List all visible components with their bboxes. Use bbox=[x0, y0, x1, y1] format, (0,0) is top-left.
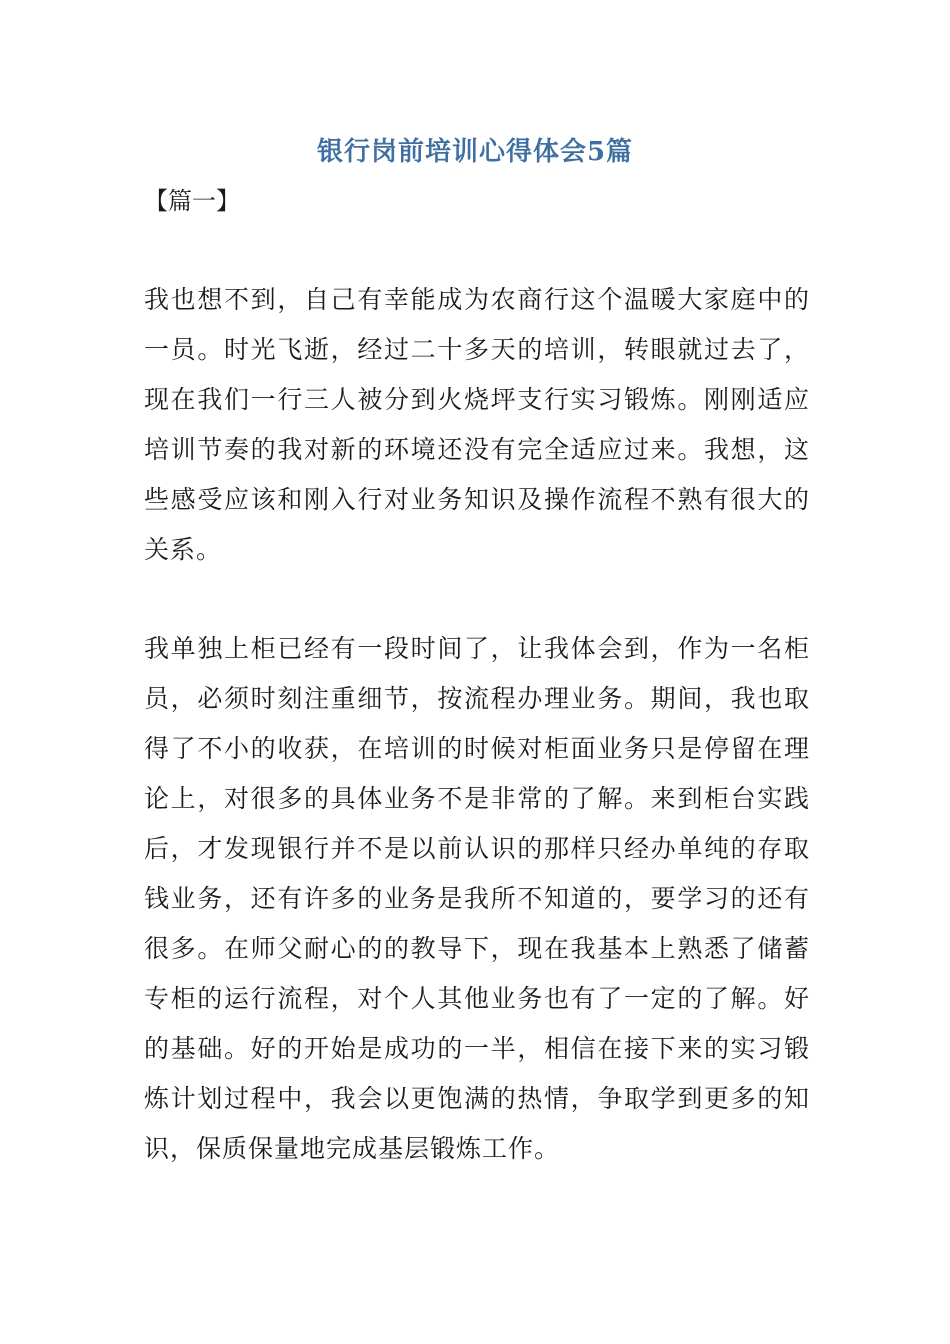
document-title: 银行岗前培训心得体会5篇 bbox=[316, 137, 634, 167]
body-paragraph: 我单独上柜已经有一段时间了，让我体会到，作为一名柜员，必须时刻注重细节，按流程办理业务。期间，我也取得了不小的收获，在培训的时候对柜面业务只是停留在理论上，对很多的具体业务不是非常的了解。来到柜台实践后，才发现银行并不是以前认识的那样只经办单纯的存取钱业务，还有许多的业务是我所不知道的，要学习的还有很多。在师父耐心的的教导下，现在我基本上熟悉了储蓄专柜的运行流程，对个人其他业务也有了一定的了解。好的基础。好的开始是成功的一半，相信在接下来的实习锻炼计划过程中，我会以更饱满的热情，争取学到更多的知识，保质保量地完成基层锻炼工作。 bbox=[144, 634, 810, 1163]
section-heading: 【篇一】 bbox=[144, 187, 240, 215]
body-paragraph: 我也想不到，自己有幸能成为农商行这个温暖大家庭中的一员。时光飞逝，经过二十多天的培训，转眼就过去了，现在我们一行三人被分到火烧坪支行实习锻炼。刚刚适应培训节奏的我对新的环境还没有完全适应过来。我想，这些感受应该和刚入行对业务知识及操作流程不熟有很大的关系。 bbox=[144, 285, 810, 564]
